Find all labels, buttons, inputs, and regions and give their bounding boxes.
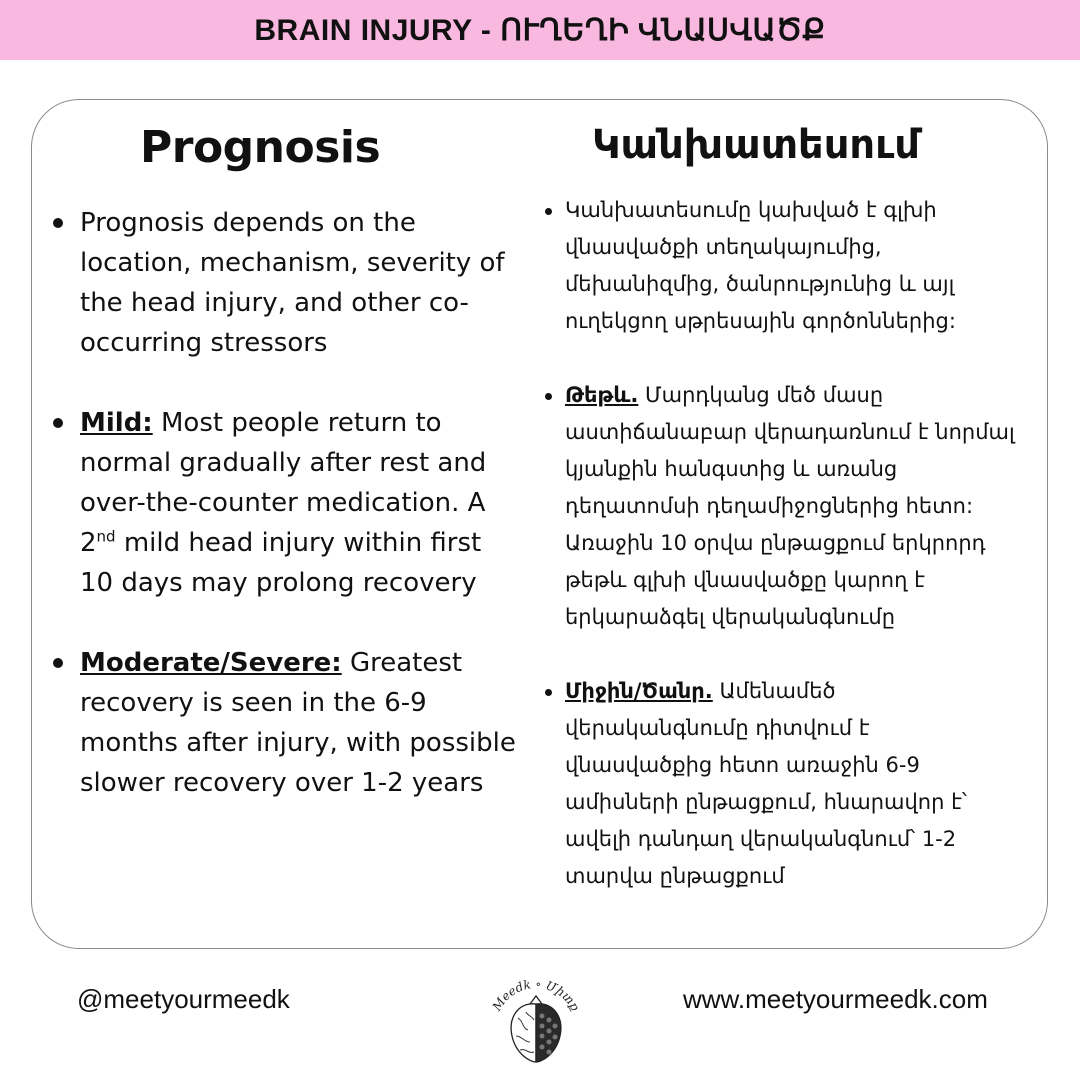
item-text: Մարդկանց մեծ մասը աստիճանաբար վերադառնում է նորմալ կյանքին հանգստից և առանց դեղատոմսի դեղամիջոցներից հետո: Առաջին 10 օրվա ընթացքում երկրորդ թեթև գլխի վնասվածքը կարող է երկարաձգել վերականգնումը bbox=[565, 383, 1015, 629]
item-text-continued: mild head injury within first 10 days may prolong recovery bbox=[80, 528, 482, 598]
item-lead: Թեթև. bbox=[565, 383, 639, 407]
item-lead: Միջին/Ծանր. bbox=[565, 679, 713, 703]
item-text: Most people return to normal gradually after rest and over-the-counter medication. A 2 bbox=[80, 408, 487, 558]
bullet-icon bbox=[53, 418, 63, 428]
website-link[interactable]: www.meetyourmeedk.com bbox=[683, 984, 988, 1014]
list-item bbox=[50, 643, 520, 803]
list-item bbox=[50, 403, 520, 603]
bullet-icon bbox=[545, 689, 552, 696]
bullet-icon bbox=[545, 393, 552, 400]
banner-title: BRAIN INJURY - ՈՒՂԵՂԻ ՎՆԱՍՎԱԾՔ bbox=[254, 13, 826, 47]
armenian-column bbox=[543, 192, 1023, 932]
pomegranate-brain-logo-icon bbox=[484, 966, 588, 1066]
logo-text: Meedk ∘ Միտք bbox=[489, 976, 583, 1014]
list-item bbox=[50, 203, 520, 363]
item-text: Կանխատեսումը կախված է գլխի վնասվածքի տեղակայումից, մեխանիզմից, ծանրությունից և այլ ուղեկցող սթրեսային գործոններից: bbox=[565, 198, 956, 333]
ordinal-suffix: nd bbox=[96, 527, 116, 546]
list-item bbox=[543, 673, 1023, 895]
bullet-icon bbox=[53, 218, 63, 228]
item-text: Prognosis depends on the location, mechanism, severity of the head injury, and other co-occurring stressors bbox=[80, 208, 505, 358]
item-lead: Mild: bbox=[80, 408, 153, 438]
item-text: Greatest recovery is seen in the 6-9 months after injury, with possible slower recovery over 1-2 years bbox=[80, 648, 516, 798]
item-text: Ամենամեծ վերականգնումը դիտվում է վնասվածքից հետո առաջին 6-9 ամիսների ընթացքում, հնարավոր է՝ ավելի դանդաղ վերականգնում՝ 1-2 տարվա ընթացքում bbox=[565, 679, 967, 888]
item-lead: Moderate/Severe: bbox=[80, 648, 342, 678]
english-column bbox=[50, 203, 520, 843]
english-heading: Prognosis bbox=[140, 122, 381, 173]
top-banner bbox=[0, 0, 1080, 60]
list-item bbox=[543, 192, 1023, 340]
armenian-heading: Կանխատեսում bbox=[592, 122, 920, 168]
list-item bbox=[543, 377, 1023, 636]
social-handle[interactable]: @meetyourmeedk bbox=[77, 984, 290, 1014]
bullet-icon bbox=[53, 658, 63, 668]
bullet-icon bbox=[545, 208, 552, 215]
